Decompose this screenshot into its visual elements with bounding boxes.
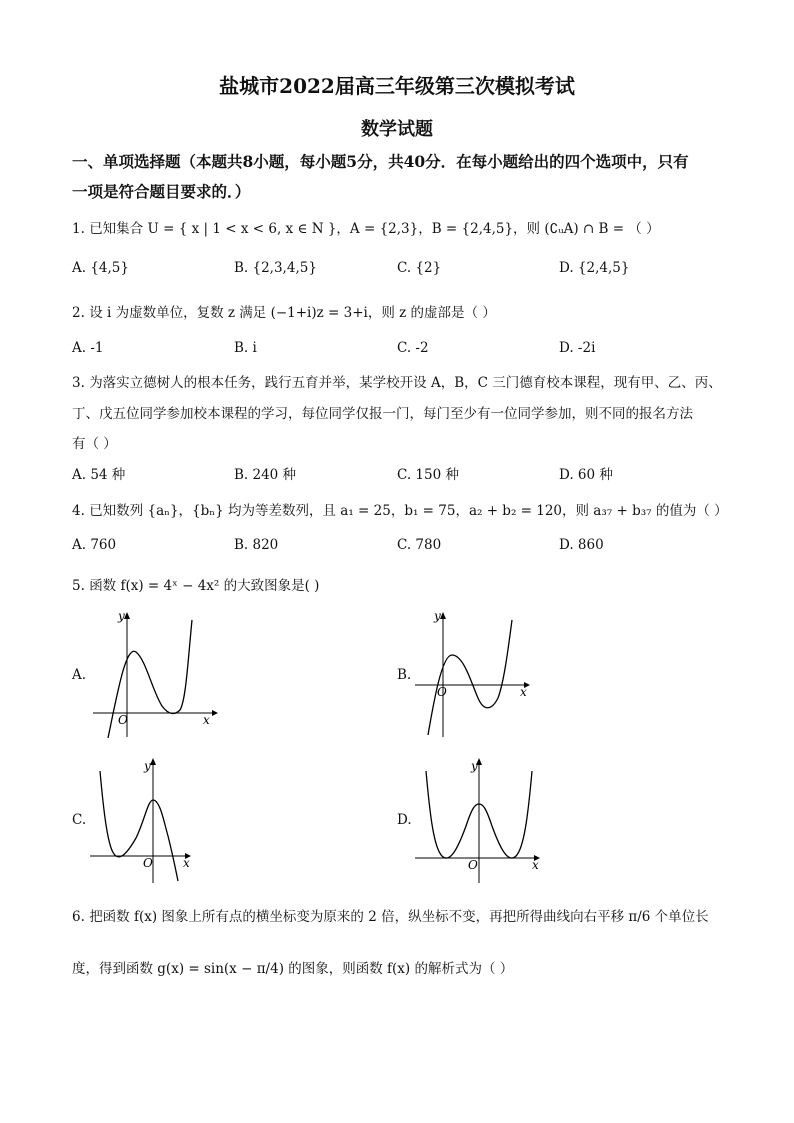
q4-option-d: D. 860 bbox=[559, 537, 604, 553]
question-number: 4. bbox=[72, 503, 85, 519]
q4-option-c: C. 780 bbox=[397, 537, 442, 553]
q1-option-c: C. {2} bbox=[397, 260, 442, 276]
q1-option-d: D. {2,4,5} bbox=[559, 260, 630, 276]
question-3-line3: 有（ ） bbox=[72, 436, 117, 452]
question-1 bbox=[72, 217, 660, 237]
question-number: 1. bbox=[72, 221, 85, 237]
graph-c-label: C. bbox=[72, 812, 87, 828]
graph-a-x-label: x bbox=[203, 713, 210, 727]
graph-a bbox=[90, 610, 220, 740]
section-header-line1: 一、单项选择题（本题共8小题，每小题5分，共40分．在每小题给出的四个选项中，只有 bbox=[72, 152, 689, 171]
graph-d-x-label: x bbox=[532, 858, 539, 872]
graph-c-y-label: y bbox=[144, 759, 151, 773]
q3-option-d: D. 60 种 bbox=[559, 467, 613, 483]
exam-subtitle: 数学试题 bbox=[361, 119, 433, 140]
question-6-line2: 度，得到函数 g(x) = sin(x − π/4) 的图象，则函数 f(x) 的解析式为（ ） bbox=[72, 961, 514, 977]
q4-option-b: B. 820 bbox=[234, 537, 279, 553]
q1-option-a: A. {4,5} bbox=[72, 260, 129, 276]
q4-option-a: A. 760 bbox=[72, 537, 117, 553]
question-text: 已知集合 U = { x | 1 < x < 6, x ∈ N }，A = {2,3}，B = {2,4,5}，则 (∁ᵤA) ∩ B = （ ） bbox=[89, 221, 660, 237]
question-5 bbox=[72, 574, 319, 594]
question-2 bbox=[72, 301, 496, 321]
graph-b-x-label: x bbox=[520, 685, 527, 699]
q1-option-b: B. {2,3,4,5} bbox=[234, 260, 317, 276]
graph-c-origin: O bbox=[143, 856, 153, 870]
graph-a-origin: O bbox=[118, 713, 128, 727]
q3-option-c: C. 150 种 bbox=[397, 467, 459, 483]
exam-title: 盐城市2022届高三年级第三次模拟考试 bbox=[219, 74, 575, 98]
question-number: 3. bbox=[72, 375, 85, 391]
question-text: 已知数列 {aₙ}，{bₙ} 均为等差数列，且 a₁ = 25，b₁ = 75，a₂ + b₂ = 120，则 a₃₇ + b₃₇ 的值为（ ） bbox=[89, 503, 728, 519]
question-6 bbox=[72, 905, 709, 925]
question-3-line2: 丁、戊五位同学参加校本课程的学习，每位同学仅报一门，每门至少有一位同学参加，则不同的报名方法 bbox=[72, 406, 693, 422]
section-header-line2: 一项是符合题目要求的．） bbox=[72, 182, 251, 201]
question-4 bbox=[72, 499, 728, 519]
graph-d-label: D. bbox=[397, 812, 412, 828]
graph-d bbox=[412, 756, 552, 886]
graph-a-y-label: y bbox=[118, 610, 125, 623]
question-number: 2. bbox=[72, 305, 85, 321]
question-number: 6. bbox=[72, 909, 85, 925]
q2-option-d: D. -2i bbox=[559, 340, 596, 356]
graph-b-origin: O bbox=[437, 685, 447, 699]
graph-b bbox=[412, 610, 542, 740]
question-3 bbox=[72, 371, 722, 391]
graph-d-origin: O bbox=[468, 858, 478, 872]
graph-a-label: A. bbox=[72, 667, 87, 683]
graph-b-y-label: y bbox=[434, 610, 441, 623]
question-text-line1: 把函数 f(x) 图象上所有点的横坐标变为原来的 2 倍，纵坐标不变，再把所得曲线向右平移 π/6 个单位长 bbox=[89, 909, 709, 925]
graph-b-label: B. bbox=[397, 667, 412, 683]
q2-option-c: C. -2 bbox=[397, 340, 429, 356]
question-number: 5. bbox=[72, 578, 85, 594]
q2-option-a: A. -1 bbox=[72, 340, 104, 356]
question-text-line1: 为落实立德树人的根本任务，践行五育并举，某学校开设 A，B，C 三门德育校本课程，现有甲、乙、丙、 bbox=[89, 375, 722, 391]
question-text: 设 i 为虚数单位，复数 z 满足 (−1+i)z = 3+i，则 z 的虚部是（ ） bbox=[89, 305, 496, 321]
graph-c bbox=[90, 756, 200, 886]
graph-d-y-label: y bbox=[471, 759, 478, 773]
q2-option-b: B. i bbox=[234, 340, 257, 356]
q3-option-a: A. 54 种 bbox=[72, 467, 126, 483]
graph-c-x-label: x bbox=[183, 856, 190, 870]
q3-option-b: B. 240 种 bbox=[234, 467, 297, 483]
question-text: 函数 f(x) = 4ˣ − 4x² 的大致图象是( ) bbox=[89, 578, 320, 594]
